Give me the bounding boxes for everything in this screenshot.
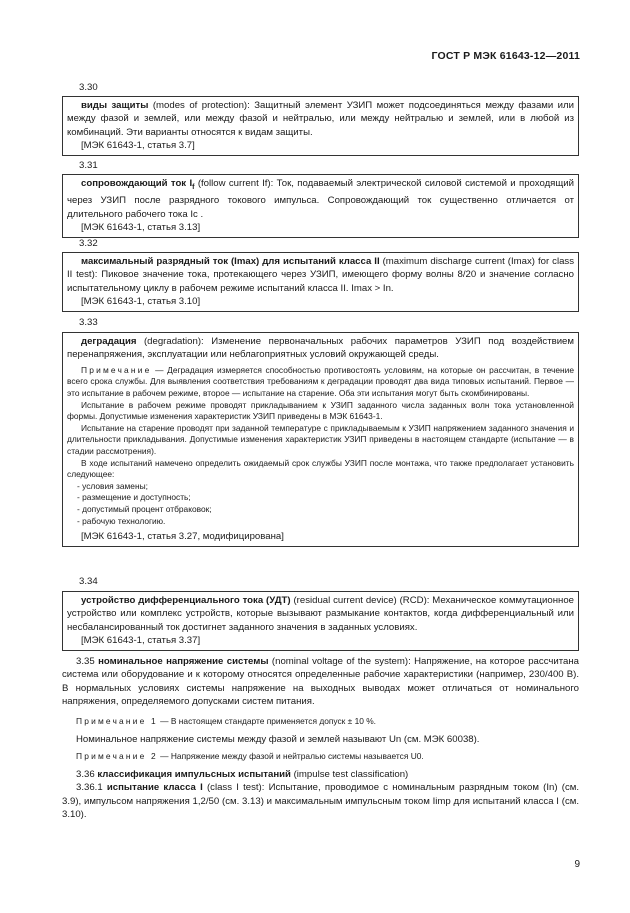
- term-box-3-31: [62, 174, 579, 238]
- term-note: В ходе испытаний намечено определить ожидаемый срок службы УЗИП после монтажа, что также предполагает установить следующее:: [67, 457, 574, 480]
- term-source: [МЭК 61643-1, статья 3.37]: [81, 635, 201, 647]
- term-note: Примечание — Деградация измеряется способностью противостоять условиям, на которые он рассчитан, в течение всего срока службы. Для выявления соответствия требованиям к деградации проводят два вида типовых испытаний. Первое — это испытание в рабочем режиме, второе — испытание на старение. Оба эти испытания могут быть скомбинированы.: [67, 364, 574, 398]
- list-item: - условия замены;: [77, 480, 148, 491]
- term-definition: виды защиты (modes of protection): Защитный элемент УЗИП может подсоединяться между фазами или между фазой и землей, или между фазой и нейтралью, или между нейтралью и землей, или в любой из комбинаций. Эти варианты относятся к видам защиты.: [67, 100, 575, 138]
- body-text: [62, 655, 579, 821]
- term-definition: деградация (degradation): Изменение первоначальных рабочих параметров УЗИП под воздействием перенапряжения, эксплуатации или неблагоприятных условий окружающей среды.: [67, 336, 574, 361]
- term-number: 3.33: [79, 317, 98, 328]
- list-item: - рабочую технологию.: [77, 515, 166, 526]
- term-definition: устройство дифференциального тока (УДТ) (residual current device) (RCD): Механическое коммутационное устройство или комплекс устройств, которые вызывают размыкание контактов, когда дифференциальный или несбалансированный ток достигнет заданного значения в заданных условиях.: [67, 595, 574, 633]
- term-title: виды защиты: [81, 100, 149, 111]
- term-definition: максимальный разрядный ток (Imax) для испытаний класса II (maximum discharge current (Imax) for class II test): Пиковое значение тока, протекающего через УЗИП, имеющего форму волны 8/20 и значение согласно испытательному циклу в рабочем режиме испытаний класса II. Imax > In.: [67, 256, 575, 294]
- term-box-3-32: [62, 252, 579, 312]
- term-note: Испытание на старение проводят при заданной температуре с прикладываемым к УЗИП напряжением заданного значения и длительности прикладывания. Допустимые изменения характеристик УЗИП приведены в настоящем стандарте (испытание — в стадии рассмотрения).: [67, 422, 574, 456]
- term-title: сопровождающий ток I: [81, 178, 193, 189]
- term-source: [МЭК 61643-1, статья 3.7]: [81, 140, 195, 152]
- list-item: - допустимый процент отбраковок;: [77, 503, 212, 514]
- paragraph-3-36-1: 3.36.1 испытание класса I (class I test): Испытание, проводимое с номинальным разрядным током (In) (см. 3.9), импульсом напряжения 1,2/50 (см. 3.13) и максимальным импульсным током Iimp для испытаний класса I (см. 3.10).: [62, 782, 579, 821]
- term-box-3-33: [62, 332, 579, 547]
- note-1: Примечание 1 — В настоящем стандарте применяется допуск ± 10 %.: [76, 715, 377, 726]
- paragraph-nominal-voltage: Номинальное напряжение системы между фазой и землей называют Un (см. МЭК 60038).: [76, 734, 480, 746]
- term-number: 3.31: [79, 160, 98, 171]
- term-source: [МЭК 61643-1, статья 3.10]: [81, 296, 201, 308]
- term-source: [МЭК 61643-1, статья 3.13]: [81, 222, 201, 234]
- note-2: Примечание 2 — Напряжение между фазой и нейтралью системы называется U0.: [76, 751, 424, 762]
- term-title: максимальный разрядный ток (Imax) для испытаний класса II: [81, 256, 380, 267]
- term-box-3-34: [62, 591, 579, 651]
- paragraph-3-35: 3.35 номинальное напряжение системы (nominal voltage of the system): Напряжение, на которое рассчитана система или оборудование и к которому относятся определенные рабочие характеристики (например, 230/400 В). В нормальных условиях системы напряжение на выходных выводах может отличаться от номинального напряжения, определяемого допусками систем питания.: [62, 656, 579, 708]
- term-number: 3.34: [79, 576, 98, 587]
- paragraph-3-36: 3.36 классификация импульсных испытаний (impulse test classification): [76, 768, 409, 780]
- document-header: ГОСТ Р МЭК 61643-12—2011: [431, 50, 580, 62]
- term-source: [МЭК 61643-1, статья 3.27, модифицирована]: [81, 531, 284, 543]
- term-title: деградация: [81, 336, 137, 347]
- term-box-3-30: [62, 96, 579, 156]
- term-number: 3.32: [79, 238, 98, 249]
- term-number: 3.30: [79, 82, 98, 93]
- term-note: Испытание в рабочем режиме проводят прикладыванием к УЗИП заданного числа заданных волн тока установленной формы. Допустимые изменения характеристик УЗИП приведены в МЭК 61643-1.: [67, 399, 574, 422]
- page-number: 9: [574, 859, 580, 870]
- term-title: устройство дифференциального тока (УДТ): [81, 595, 291, 606]
- list-item: - размещение и доступность;: [77, 492, 191, 503]
- term-definition: сопровождающий ток $I_f$ (follow current If): Ток, подаваемый электрической силовой системой и проходящий через УЗИП после разрядного токового импульса. Сопровождающий ток существенно отличается от длительного рабочего тока Ic .: [67, 178, 574, 220]
